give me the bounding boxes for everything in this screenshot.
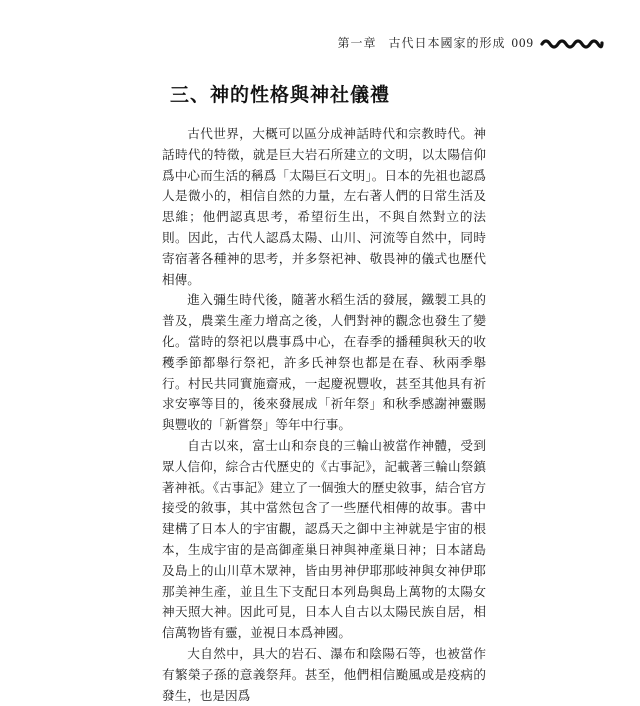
wave-icon (540, 36, 604, 50)
paragraph: 自古以來，富士山和奈良的三輪山被當作神體，受到眾人信仰，綜合古代歷史的《古事記》，記載著三輪山祭鎮著神祇。《古事記》建立了一個強大的歷史敘事，結合官方接受的敘事，其中當然包含了一些歷代相傳的故事。書中建構了日本人的宇宙觀，認爲天之御中主神就是宇宙的根本，生成宇宙的是高御產巢日神與神產巢日神；日本諸島及島上的山川草木眾神，皆由男神伊耶那岐神與女神伊耶那美神生產，並且生下支配日本列島與島上萬物的太陽女神天照大神。因此可見，日本人自古以太陽民族自居，相信萬物皆有靈，並視日本爲神國。 (162, 437, 486, 641)
page-number: 009 (511, 34, 534, 50)
paragraph: 進入彌生時代後，隨著水稻生活的發展，鐵製工具的普及，農業生產力增高之後，人們對神的觀念也發生了變化。當時的祭祀以農事爲中心，在春季的播種與秋天的收穫季節都舉行祭祀，許多氏神祭也都是在春、秋兩季舉行。村民共同實施齋戒，一起慶祝豐收，甚至其他具有祈求安寧等目的，後來發展成「祈年祭」和秋季感謝神靈賜與豐收的「新嘗祭」等年中行事。 (162, 292, 486, 433)
running-header (337, 34, 604, 51)
chapter-number: 第一章 (337, 36, 377, 50)
section-title: 三、神的性格與神社儀禮 (170, 84, 391, 106)
body-text (162, 124, 486, 706)
paragraph: 大自然中，具大的岩石、瀑布和陰陽石等，也被當作有繁榮子孫的意義祭拜。甚至，他們相信颱風或是疫病的發生，也是因爲 (162, 645, 486, 703)
paragraph: 古代世界，大概可以區分成神話時代和宗教時代。神話時代的特徵，就是巨大岩石所建立的文明，以太陽信仰爲中心而生活的稱爲「太陽巨石文明」。日本的先祖也認爲人是微小的，相信自然的力量，左右著人們的日常生活及思維；他們認真思考，希望衍生出，不與自然對立的法則。因此，古代人認爲太陽、山川、河流等自然中，同時寄宿著各種神的思考，并多祭祀神、敬畏神的儀式也歷代相傳。 (162, 126, 486, 287)
chapter-title: 古代日本國家的形成 (388, 36, 506, 50)
